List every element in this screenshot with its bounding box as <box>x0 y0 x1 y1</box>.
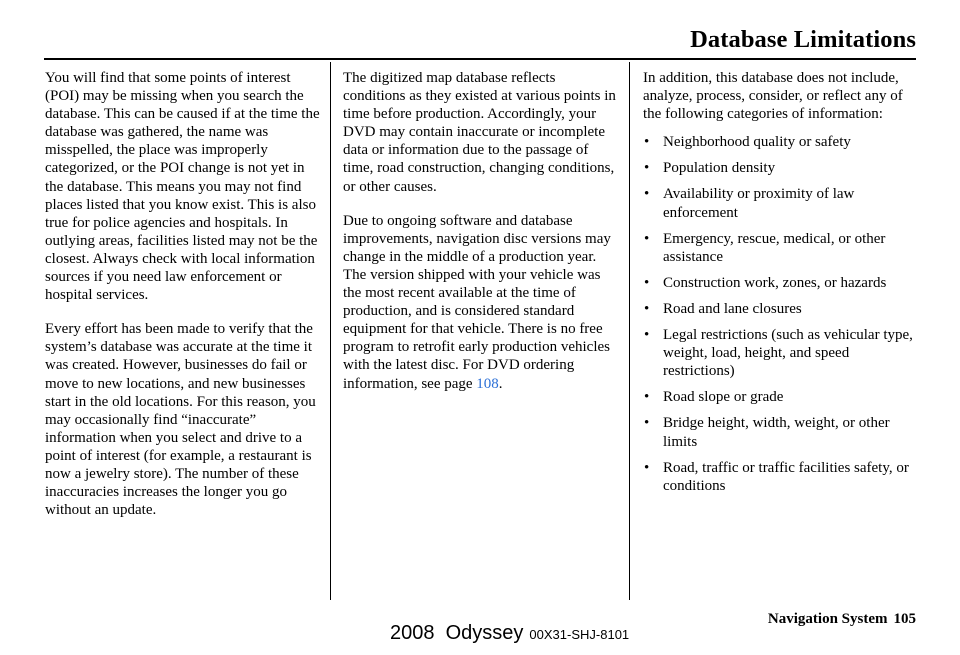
category-list-item-text: Construction work, zones, or hazards <box>663 274 887 291</box>
bullet-icon: • <box>644 389 650 406</box>
part-number: 00X31-SHJ-8101 <box>529 627 630 642</box>
category-list-item <box>643 414 921 450</box>
category-list-item-text: Bridge height, width, weight, or other limits <box>663 415 890 450</box>
column-2 <box>343 69 621 409</box>
category-list-item <box>643 459 921 495</box>
page-number: 105 <box>893 611 916 627</box>
category-list-item-text: Road, traffic or traffic facilities safety, or conditions <box>663 459 909 494</box>
column-1 <box>45 69 323 535</box>
column-divider-1 <box>330 62 331 600</box>
category-list-item-text: Emergency, rescue, medical, or other assistance <box>663 230 886 265</box>
category-list-item-text: Road and lane closures <box>663 300 802 317</box>
paragraph-accuracy: Every effort has been made to verify that the system’s database was accurate at the time it was created. However, businesses do fail or move to new locations, and new businesses start in the old locations. For this reason, you may occasionally find “inaccurate” information when you select and drive to a point of interest (for example, a restaurant is now a jewelry store). The number of these inaccuracies increases the longer you go without an update. <box>45 321 316 519</box>
category-list-item <box>643 388 921 406</box>
footer-section-name: Navigation System <box>767 611 888 627</box>
category-list <box>643 133 921 495</box>
column-3 <box>643 69 921 503</box>
bullet-icon: • <box>644 327 650 344</box>
header-rule <box>44 58 916 60</box>
page-link-108[interactable]: 108 <box>476 375 499 392</box>
paragraph-map-conditions: The digitized map database reflects conditions as they existed at various points in time before production. Accordingly, your DVD may contain inaccurate or incomplete data or information due to the passage of time, road construction, changing conditions, or other causes. <box>343 70 616 195</box>
bullet-icon: • <box>644 274 650 291</box>
category-list-item <box>643 159 921 177</box>
disc-versions-period: . <box>498 375 503 392</box>
category-list-item-text: Availability or proximity of law enforcement <box>663 186 855 221</box>
footer-watermark <box>390 622 629 645</box>
bullet-icon: • <box>644 186 650 203</box>
bullet-icon: • <box>644 459 650 476</box>
bullet-icon: • <box>644 300 650 317</box>
category-list-item <box>643 185 921 221</box>
paragraph-poi-missing: You will find that some points of interest (POI) may be missing when you search the database. This can be caused if at the time the database was gathered, the name was misspelled, the place was improperly categorized, or the POI change is not yet in the database. This means you may not find places listed that you know exist. This is also true for police agencies and hospitals. In outlying areas, facilities listed may not be the closest. Always check with local information sources if you need law enforcement or hospital services. <box>45 70 320 304</box>
column-divider-2 <box>629 62 630 600</box>
category-list-item-text: Legal restrictions (such as vehicular type, weight, load, height, and speed restrictions) <box>663 327 913 380</box>
category-list-item-text: Population density <box>663 160 776 177</box>
bullet-icon: • <box>644 134 650 151</box>
bullet-icon: • <box>644 415 650 432</box>
category-list-item <box>643 274 921 292</box>
category-list-item <box>643 133 921 151</box>
model-name: 2008 Odyssey <box>390 622 524 644</box>
disc-versions-text: Due to ongoing software and database improvements, navigation disc versions may change in the middle of a production year. The version shipped with your vehicle was the most recent available at the time of production, and is considered standard equipment for that vehicle. There is no free program to retrofit early production vehicles with the latest disc. For DVD ordering information, see page <box>343 212 611 392</box>
bullet-icon: • <box>644 160 650 177</box>
category-list-item <box>643 326 921 380</box>
paragraph-categories-intro: In addition, this database does not include, analyze, process, consider, or reflect any of the following categories of information: <box>643 70 903 123</box>
paragraph-disc-versions <box>343 212 621 393</box>
bullet-icon: • <box>644 230 650 247</box>
page-title: Database Limitations <box>690 26 916 53</box>
category-list-item <box>643 230 921 266</box>
category-list-item <box>643 300 921 318</box>
footer-section <box>768 611 916 628</box>
category-list-item-text: Road slope or grade <box>663 389 784 406</box>
category-list-item-text: Neighborhood quality or safety <box>663 134 851 151</box>
